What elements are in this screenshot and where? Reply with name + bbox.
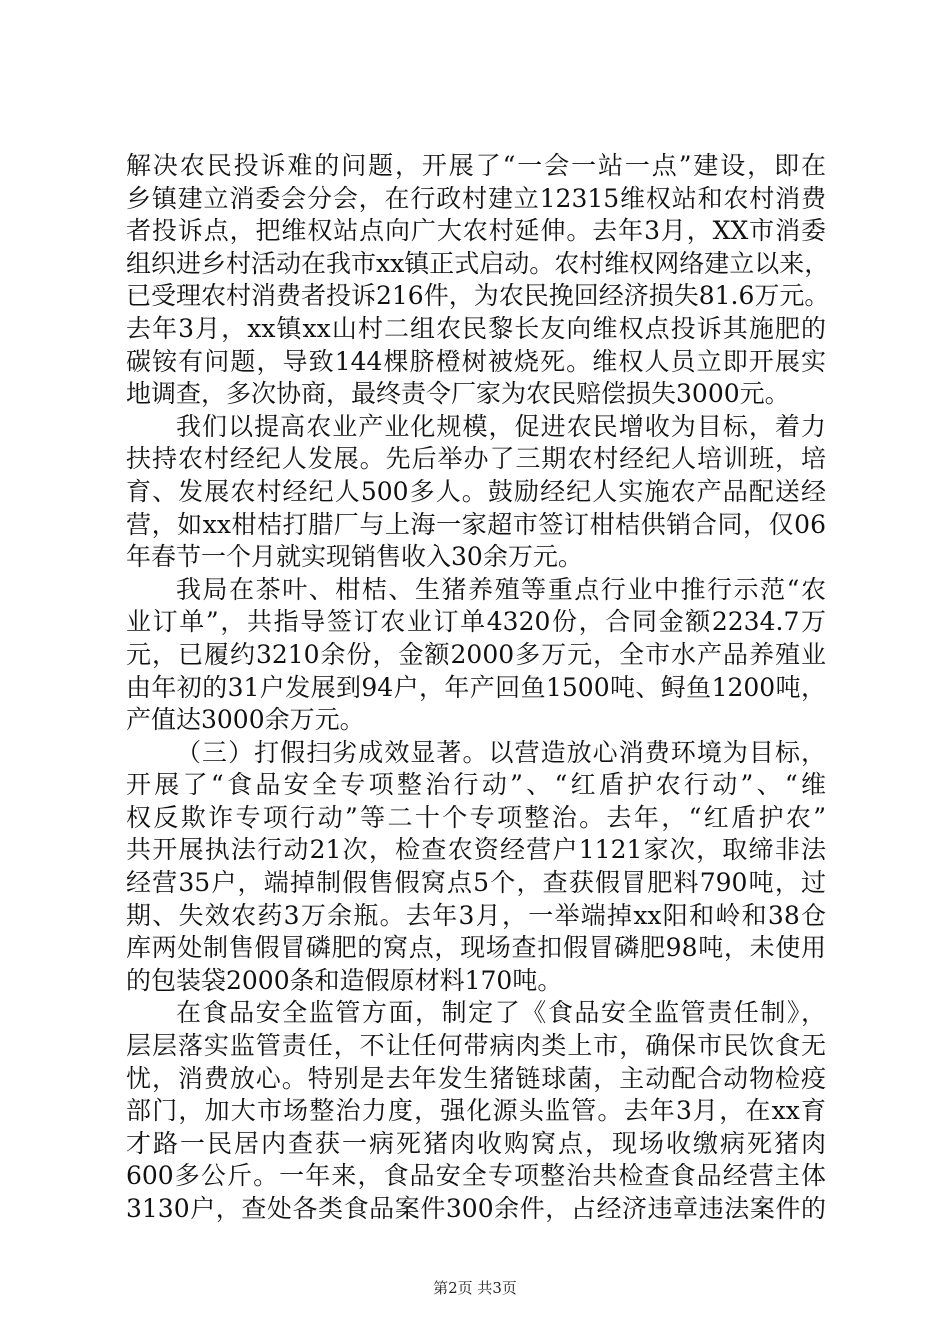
text-line: 层层落实监管责任，不让任何带病肉类上市，确保市民饮食无 [126, 1031, 826, 1061]
text-line: 育、发展农村经纪人500多人。鼓励经纪人实施农产品配送经 [126, 476, 826, 506]
text-line: 扶持农村经纪人发展。先后举办了三期农村经纪人培训班，培 [126, 444, 826, 474]
text-line: 才路一民居内查获一病死猪肉收购窝点，现场收缴病死猪肉 [126, 1128, 826, 1158]
page-footer: 第2页 共3页 [433, 1279, 517, 1297]
text-line: 部门，加大市场整治力度，强化源头监管。去年3月，在xx育 [126, 1096, 826, 1126]
text-line: 年春节一个月就实现销售收入30余万元。 [126, 542, 583, 572]
text-line: 共开展执法行动21次，检查农资经营户1121家次，取缔非法 [126, 835, 826, 865]
text-line: 组织进乡村活动在我市xx镇正式启动。农村维权网络建立以来， [126, 248, 830, 278]
text-line: 开展了“食品安全专项整治行动”、“红盾护农行动”、“维 [126, 770, 826, 800]
text-line: 经营35户，端掉制假售假窝点5个，查获假冒肥料790吨，过 [126, 868, 826, 898]
text-line: 3130户，查处各类食品案件300余件，占经济违章违法案件的 [126, 1194, 826, 1223]
text-line: 元，已履约3210余份，金额2000多万元，全市水产品养殖业 [126, 639, 826, 669]
text-line: 由年初的31户发展到94户，年产回鱼1500吨、鲟鱼1200吨， [126, 672, 826, 702]
text-line: 权反欺诈专项行动”等二十个专项整治。去年，“红盾护农” [126, 802, 826, 832]
text-line: 600多公斤。一年来，食品安全专项整治共检查食品经营主体 [126, 1161, 826, 1191]
text-line: 库两处制售假冒磷肥的窝点，现场查扣假冒磷肥98吨，未使用 [126, 933, 826, 963]
text-line: 乡镇建立消委会分会，在行政村建立12315维权站和农村消费 [126, 183, 826, 213]
document-body [126, 150, 830, 1226]
text-line: 业订单”，共指导签订农业订单4320份，合同金额2234.7万 [126, 607, 826, 637]
text-line: 营，如xx柑桔打腊厂与上海一家超市签订柑桔供销合同，仅06 [126, 509, 826, 539]
text-line: 在食品安全监管方面，制定了《食品安全监管责任制》， [176, 998, 826, 1028]
text-line: 我局在茶叶、柑桔、生猪养殖等重点行业中推行示范“农 [176, 574, 826, 604]
text-line: 已受理农村消费者投诉216件，为农民挽回经济损失81.6万元。 [126, 281, 830, 311]
text-line: 碳铵有问题，导致144棵脐橙树被烧死。维权人员立即开展实 [126, 346, 826, 376]
text-line: 期、失效农药3万余瓶。去年3月，一举端掉xx阳和岭和38仓 [126, 900, 826, 930]
text-line: 我们以提高农业产业化规模，促进农民增收为目标，着力 [176, 411, 826, 441]
text-line: 解决农民投诉难的问题，开展了“一会一站一点”建设，即在 [126, 151, 826, 180]
text-line: （三）打假扫劣成效显著。以营造放心消费环境为目标， [176, 737, 826, 767]
text-line: 产值达3000余万元。 [126, 705, 365, 735]
text-line: 去年3月，xx镇xx山村二组农民黎长友向维权点投诉其施肥的 [126, 313, 826, 343]
text-line: 的包装袋2000条和造假原材料170吨。 [126, 965, 563, 995]
text-line: 者投诉点，把维权站点向广大农村延伸。去年3月，XX市消委 [126, 216, 826, 246]
text-line: 地调查，多次协商，最终责令厂家为农民赔偿损失3000元。 [126, 379, 790, 409]
text-line: 忧，消费放心。特别是去年发生猪链球菌，主动配合动物检疫 [126, 1063, 826, 1093]
